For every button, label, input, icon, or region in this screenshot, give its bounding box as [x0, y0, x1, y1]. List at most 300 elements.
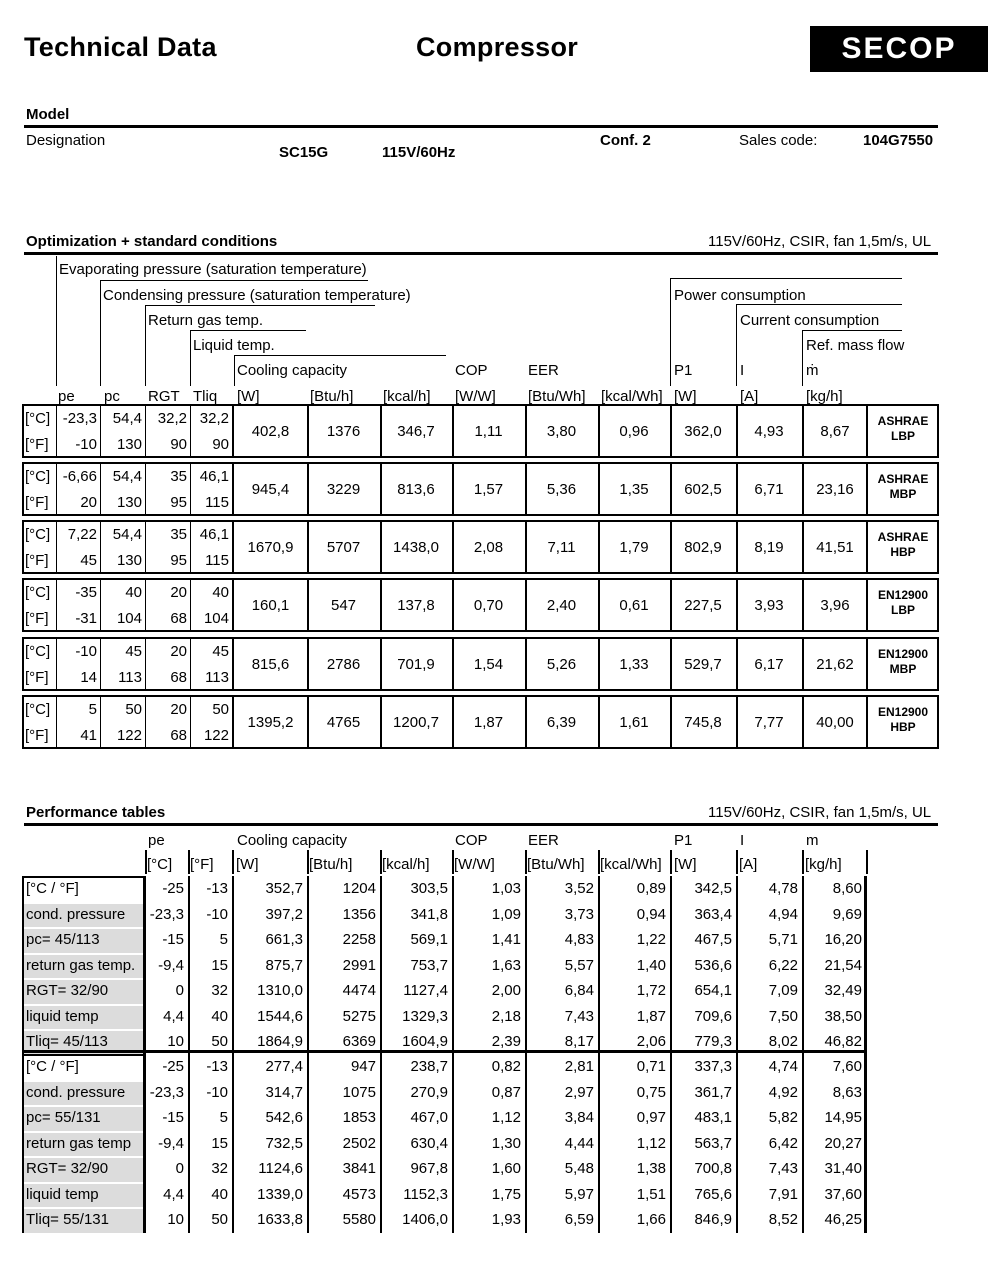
opt-col-divider [145, 520, 146, 574]
opt-col-divider [100, 695, 101, 749]
opt-col-divider [100, 404, 101, 458]
perf-row-label: [°C / °F] [26, 1058, 79, 1075]
perf-cell: -13 [206, 1058, 228, 1075]
perf-cell: 1329,3 [402, 1007, 448, 1025]
opt-temp-c: 40 [212, 584, 229, 601]
perf-cell: 20,27 [824, 1134, 862, 1152]
perf-cell: 2,97 [564, 1083, 594, 1101]
perf-cell: -10 [206, 905, 228, 923]
opt-value: 160,1 [251, 597, 290, 614]
opt-value: 547 [330, 597, 357, 614]
opt-value: 3,80 [546, 423, 577, 440]
opt-temp-c: 35 [170, 526, 187, 543]
perf-cell: 14,95 [824, 1109, 862, 1126]
perf-head-divider [452, 850, 454, 874]
perf-cell: 50 [211, 1211, 228, 1228]
perf-row-label: liquid temp [26, 1185, 99, 1203]
standard-class: HBP [890, 720, 916, 734]
standard-name: EN12900 [877, 588, 929, 602]
opt-col-divider [190, 520, 191, 574]
opt-value: 3,96 [820, 597, 850, 614]
perf-cell: 341,8 [410, 905, 448, 923]
standard-class: MBP [889, 487, 917, 501]
perf-cell: 947 [350, 1058, 376, 1075]
standard-name: ASHRAE [877, 414, 929, 428]
perf-head-divider [380, 850, 382, 874]
opt-temp-f: 130 [116, 436, 142, 453]
perf-cell: 8,52 [768, 1211, 798, 1228]
optimization-rule [24, 252, 938, 255]
perf-cell: 1864,9 [257, 1033, 303, 1050]
perf-cell: 1,40 [636, 956, 666, 974]
opt-temp-f: 68 [170, 610, 187, 627]
perf-cell: 0,97 [636, 1109, 666, 1126]
opt-temp-c: -6,66 [62, 468, 97, 485]
perf-cell: 5,97 [564, 1185, 594, 1203]
perf-cell: 7,60 [832, 1058, 862, 1075]
opt-temp-f: 130 [116, 494, 142, 511]
opt-value: 0,96 [619, 423, 649, 440]
perf-right-edge [864, 1054, 867, 1233]
perf-cell: 1,41 [491, 931, 521, 948]
perf-cell: 6,42 [768, 1134, 798, 1152]
opt-temp-f: -10 [75, 436, 97, 453]
perf-cell: 5,57 [564, 956, 594, 974]
perf-cell: 7,43 [768, 1160, 798, 1177]
opt-temp-c: 50 [212, 701, 229, 718]
perf-cell: 2258 [342, 931, 376, 948]
opt-col-divider [56, 637, 57, 691]
opt-value: 701,9 [397, 656, 435, 673]
rgt-label: Return gas temp. [148, 312, 264, 329]
opt-col-divider [145, 695, 146, 749]
perf-cell: -15 [162, 931, 184, 948]
perf-cell: 303,5 [410, 880, 448, 897]
opt-value: 5707 [326, 539, 361, 556]
perf-cell: 46,82 [824, 1033, 862, 1050]
perf-cell: 1,93 [491, 1211, 521, 1228]
perf-cell: 31,40 [824, 1160, 862, 1177]
liquid-temp-label: Liquid temp. [193, 337, 275, 354]
opt-value: 227,5 [684, 597, 722, 614]
opt-value: 529,7 [684, 656, 722, 673]
opt-unit-f: [°F] [25, 669, 49, 686]
opt-temp-f: 90 [170, 436, 187, 453]
opt-value: 1,79 [619, 539, 649, 556]
perf-cell: 6,22 [768, 956, 798, 974]
opt-temp-f: 104 [116, 610, 142, 627]
evap-pressure-label: Evaporating pressure (saturation temperature) [59, 261, 367, 278]
opt-temp-c: 54,4 [112, 526, 142, 543]
opt-col-divider [145, 637, 146, 691]
perf-cell: 5,82 [768, 1109, 798, 1126]
perf-cell: 2,18 [491, 1007, 521, 1025]
perf-cell: 4,4 [163, 1185, 184, 1203]
opt-col-divider [100, 462, 101, 516]
opt-unit-c: [°C] [25, 468, 51, 485]
opt-value: 6,17 [754, 656, 784, 673]
perf-cell: 337,3 [694, 1058, 732, 1075]
perf-cell: 10 [167, 1211, 184, 1228]
opt-temp-f: 122 [203, 727, 229, 744]
perf-cell: 654,1 [694, 982, 732, 999]
perf-cell: 8,60 [832, 880, 862, 897]
perf-cell: 1,66 [636, 1211, 666, 1228]
perf-cell: 352,7 [265, 880, 303, 897]
perf-cell: 846,9 [694, 1211, 732, 1228]
perf-cell: 630,4 [410, 1134, 448, 1152]
opt-col-divider [145, 462, 146, 516]
perf-cell: 2,81 [564, 1058, 594, 1075]
opt-temp-f: -31 [75, 610, 97, 627]
perf-cop-label: COP [455, 832, 488, 849]
perf-cell: 2,00 [491, 982, 521, 999]
mass-flow-label: Ref. mass flow [806, 337, 905, 354]
perf-cell: 1,12 [491, 1109, 521, 1126]
perf-m-label: m [806, 832, 819, 849]
opt-temp-c: 45 [125, 643, 142, 660]
configuration: Conf. 2 [600, 132, 651, 149]
opt-temp-f: 95 [170, 552, 187, 569]
perf-cell: 0,87 [491, 1083, 521, 1101]
opt-temp-f: 113 [118, 669, 142, 686]
opt-unit-f: [°F] [25, 436, 49, 453]
perf-cell: -23,3 [149, 905, 184, 923]
opt-value: 1,54 [473, 656, 504, 673]
opt-unit-c: [°C] [25, 526, 51, 543]
perf-cell: 967,8 [410, 1160, 448, 1177]
designation-label: Designation [26, 132, 106, 149]
opt-temp-f: 130 [116, 552, 142, 569]
perf-cell: 3841 [342, 1160, 376, 1177]
perf-cell: 238,7 [410, 1058, 448, 1075]
opt-temp-f: 68 [170, 669, 187, 686]
perf-unit-6: [Btu/Wh] [527, 856, 585, 873]
opt-temp-f: 95 [170, 494, 187, 511]
opt-value: 3229 [326, 481, 361, 498]
opt-unit-f: [°F] [25, 727, 49, 744]
perf-row-label: RGT= 32/90 [26, 1160, 109, 1177]
perf-row-label: liquid temp [26, 1007, 99, 1025]
perf-unit-8: [W] [674, 856, 697, 873]
opt-value: 1,35 [619, 481, 649, 498]
perf-cell: 1152,3 [403, 1185, 448, 1203]
opt-unit-7: [W/W] [455, 388, 496, 405]
opt-unit-f: [°F] [25, 494, 49, 511]
perf-cell: -10 [206, 1083, 228, 1101]
perf-unit-7: [kcal/Wh] [600, 856, 662, 873]
opt-col-divider [190, 462, 191, 516]
perf-cell: 7,50 [768, 1007, 798, 1025]
opt-temp-f: 41 [80, 727, 97, 744]
perf-cell: 0 [175, 982, 184, 999]
perf-right-edge [864, 876, 867, 1055]
opt-unit-c: [°C] [25, 701, 51, 718]
perf-cell: -25 [162, 880, 184, 897]
opt-value: 1,57 [473, 481, 504, 498]
sales-code-label: Sales code: [739, 132, 818, 149]
opt-value: 745,8 [684, 714, 722, 731]
opt-temp-c: 32,2 [157, 410, 187, 427]
perf-cell: 0,89 [636, 880, 666, 897]
perf-cell: 779,3 [694, 1033, 732, 1050]
opt-value: 21,62 [816, 656, 854, 673]
opt-unit-f: [°F] [25, 610, 49, 627]
perf-cell: 314,7 [265, 1083, 303, 1101]
opt-col-divider [190, 404, 191, 458]
opt-value: 815,6 [251, 656, 290, 673]
perf-unit-9: [A] [739, 856, 758, 873]
opt-col-divider [190, 695, 191, 749]
perf-head-divider [802, 850, 804, 874]
opt-temp-c: 20 [170, 643, 187, 660]
perf-cell: 21,54 [824, 956, 862, 974]
opt-col-divider [100, 520, 101, 574]
perf-cell: 4,94 [768, 905, 798, 923]
perf-row-label: return gas temp. [26, 956, 136, 974]
opt-temp-f: 122 [116, 727, 142, 744]
perf-row-label: pc= 45/113 [26, 931, 100, 948]
perf-cell: 467,5 [694, 931, 732, 948]
perf-cell: 732,5 [265, 1134, 303, 1152]
opt-unit-11: [A] [740, 388, 759, 405]
perf-head-divider [307, 850, 309, 874]
perf-cell: 563,7 [694, 1134, 732, 1152]
opt-col-divider [56, 578, 57, 632]
logo-text: SECOP [841, 32, 957, 65]
perf-cell: 5,48 [564, 1160, 594, 1177]
opt-value: 7,11 [547, 539, 576, 556]
current-consumption-label: Current consumption [740, 312, 880, 329]
opt-col-divider [100, 637, 101, 691]
perf-cooling-label: Cooling capacity [237, 832, 348, 849]
perf-cell: 1,22 [636, 931, 666, 948]
opt-unit-2: RGT [148, 388, 180, 405]
perf-cell: 1604,9 [402, 1033, 448, 1050]
opt-temp-f: 115 [205, 552, 229, 569]
perf-cell: 397,2 [265, 905, 303, 923]
opt-unit-5: [Btu/h] [310, 388, 354, 405]
opt-value: 8,67 [820, 423, 850, 440]
perf-cell: 32 [211, 1160, 228, 1177]
perf-cell: 9,69 [832, 905, 862, 923]
perf-head-divider [598, 850, 600, 874]
perf-p1-label: P1 [674, 832, 693, 849]
perf-head-divider [188, 850, 190, 874]
perf-unit-0: [°C] [147, 856, 173, 873]
perf-cell: 1310,0 [257, 982, 303, 999]
perf-cell: 6369 [342, 1033, 376, 1050]
optimization-section-label: Optimization + standard conditions [26, 233, 278, 250]
opt-temp-c: 40 [125, 584, 142, 601]
opt-unit-9: [kcal/Wh] [601, 388, 663, 405]
opt-temp-f: 104 [203, 610, 229, 627]
perf-cell: 1544,6 [257, 1007, 303, 1025]
perf-row-label: return gas temp [26, 1134, 132, 1152]
opt-temp-f: 68 [170, 727, 187, 744]
opt-value: 40,00 [816, 714, 854, 731]
perf-unit-2: [W] [236, 856, 259, 873]
opt-value: 1395,2 [247, 714, 294, 731]
perf-cell: -15 [162, 1109, 184, 1126]
opt-unit-1: pc [104, 388, 120, 405]
secop-logo [810, 26, 988, 72]
perf-cell: 0,94 [636, 905, 666, 923]
eer-label: EER [528, 362, 559, 379]
opt-temp-c: 54,4 [112, 410, 142, 427]
perf-cell: -23,3 [149, 1083, 184, 1101]
opt-value: 2,40 [546, 597, 577, 614]
opt-temp-c: 20 [170, 584, 187, 601]
opt-value: 3,93 [754, 597, 784, 614]
opt-unit-0: pe [58, 388, 75, 405]
standard-class: MBP [889, 662, 917, 676]
perf-cell: -25 [162, 1058, 184, 1075]
opt-value: 362,0 [684, 423, 722, 440]
model-rule [24, 125, 938, 128]
perf-cell: 4,78 [768, 880, 798, 897]
cond-pressure-label: Condensing pressure (saturation temperature) [103, 287, 411, 304]
perf-cell: -9,4 [158, 956, 184, 974]
perf-cell: 4,44 [564, 1134, 594, 1152]
perf-cell: 483,1 [694, 1109, 732, 1126]
standard-label [868, 647, 938, 677]
i-label: I [740, 362, 745, 379]
perf-cell: 1339,0 [257, 1185, 303, 1203]
perf-cell: 15 [211, 1134, 228, 1152]
perf-cell: 3,84 [564, 1109, 594, 1126]
perf-cell: 542,6 [265, 1109, 303, 1126]
opt-value: 4,93 [754, 423, 784, 440]
opt-value: 402,8 [251, 423, 290, 440]
opt-value: 6,71 [754, 481, 784, 498]
perf-cell: 363,4 [694, 905, 732, 923]
perf-cell: 1633,8 [257, 1211, 303, 1228]
perf-unit-4: [kcal/h] [382, 856, 430, 873]
opt-temp-c: 46,1 [199, 468, 229, 485]
standard-label [868, 588, 938, 618]
opt-value: 1,33 [619, 656, 649, 673]
opt-unit-c: [°C] [25, 643, 51, 660]
opt-value: 6,39 [546, 714, 577, 731]
standard-class: LBP [891, 429, 915, 443]
voltage-value: 115V/60Hz [382, 144, 456, 161]
opt-value: 1,61 [619, 714, 649, 731]
opt-temp-c: 5 [88, 701, 97, 718]
perf-unit-5: [W/W] [454, 856, 495, 873]
perf-cell: 0,71 [636, 1058, 666, 1075]
opt-value: 346,7 [397, 423, 435, 440]
perf-cell: 5580 [342, 1211, 376, 1228]
opt-value: 5,36 [546, 481, 577, 498]
perf-cell: 7,43 [564, 1007, 594, 1025]
perf-row-label: pc= 55/131 [26, 1109, 101, 1126]
perf-cell: 32,49 [824, 982, 862, 999]
perf-cell: 8,17 [564, 1033, 594, 1050]
opt-col-divider [190, 578, 191, 632]
opt-value: 1,87 [473, 714, 504, 731]
perf-cell: 8,02 [768, 1033, 798, 1050]
perf-cell: -13 [206, 880, 228, 897]
perf-pe-label: pe [148, 832, 165, 849]
perf-cell: 1075 [342, 1083, 376, 1101]
perf-cell: 536,6 [694, 956, 732, 974]
perf-unit-3: [Btu/h] [309, 856, 353, 873]
standard-class: LBP [891, 603, 915, 617]
opt-value: 1670,9 [247, 539, 294, 556]
perf-block-separator [22, 1050, 867, 1053]
perf-cell: 1,03 [491, 880, 521, 897]
cop-label: COP [455, 362, 488, 379]
perf-cell: 38,50 [824, 1007, 862, 1025]
perf-cell: 1853 [342, 1109, 376, 1126]
perf-cell: 467,0 [410, 1109, 448, 1126]
standard-name: ASHRAE [877, 530, 929, 544]
perf-cell: 277,4 [265, 1058, 303, 1075]
opt-temp-c: 35 [170, 468, 187, 485]
opt-temp-f: 20 [80, 494, 97, 511]
perf-cell: 4,92 [768, 1083, 798, 1101]
opt-value: 945,4 [251, 481, 290, 498]
opt-value: 2,08 [473, 539, 504, 556]
opt-value: 602,5 [684, 481, 722, 498]
optimization-conditions: 115V/60Hz, CSIR, fan 1,5m/s, UL [708, 233, 932, 250]
perf-row-label: Tliq= 55/131 [26, 1211, 109, 1228]
perf-cell: 1,63 [491, 956, 521, 974]
perf-head-divider [670, 850, 672, 874]
opt-temp-f: 90 [212, 436, 229, 453]
perf-cell: 4474 [342, 982, 376, 999]
perf-cell: -9,4 [158, 1134, 184, 1152]
opt-col-divider [56, 462, 57, 516]
opt-unit-f: [°F] [25, 552, 49, 569]
model-section-label: Model [26, 106, 70, 123]
perf-head-divider [866, 850, 868, 874]
p1-label: P1 [674, 362, 693, 379]
sales-code-value: 104G7550 [863, 132, 934, 149]
perf-cell: 15 [211, 956, 228, 974]
perf-cell: 5 [219, 1109, 228, 1126]
perf-cell: 2991 [342, 956, 376, 974]
opt-temp-c: 32,2 [199, 410, 229, 427]
opt-value: 7,77 [754, 714, 784, 731]
opt-temp-f: 113 [205, 669, 229, 686]
opt-col-divider [145, 404, 146, 458]
perf-cell: 4,83 [564, 931, 594, 948]
opt-value: 802,9 [684, 539, 722, 556]
perf-cell: 40 [211, 1185, 228, 1203]
standard-class: HBP [890, 545, 916, 559]
perf-cell: 5 [219, 931, 228, 948]
perf-row-label: RGT= 32/90 [26, 982, 109, 999]
opt-value: 813,6 [397, 481, 435, 498]
standard-name: EN12900 [877, 705, 929, 719]
opt-temp-c: 50 [125, 701, 142, 718]
opt-value: 41,51 [816, 539, 854, 556]
cooling-capacity-label: Cooling capacity [237, 362, 348, 379]
perf-cell: 765,6 [694, 1185, 732, 1203]
opt-temp-c: -35 [75, 584, 97, 601]
document-subject: Compressor [416, 32, 579, 62]
opt-value: 8,19 [754, 539, 784, 556]
perf-cell: 3,73 [564, 905, 594, 923]
perf-cell: 1124,6 [258, 1160, 303, 1177]
perf-cell: 37,60 [824, 1185, 862, 1203]
perf-cell: 46,25 [824, 1211, 862, 1228]
perf-cell: 4,74 [768, 1058, 798, 1075]
opt-unit-12: [kg/h] [806, 388, 843, 405]
standard-label [868, 472, 938, 502]
